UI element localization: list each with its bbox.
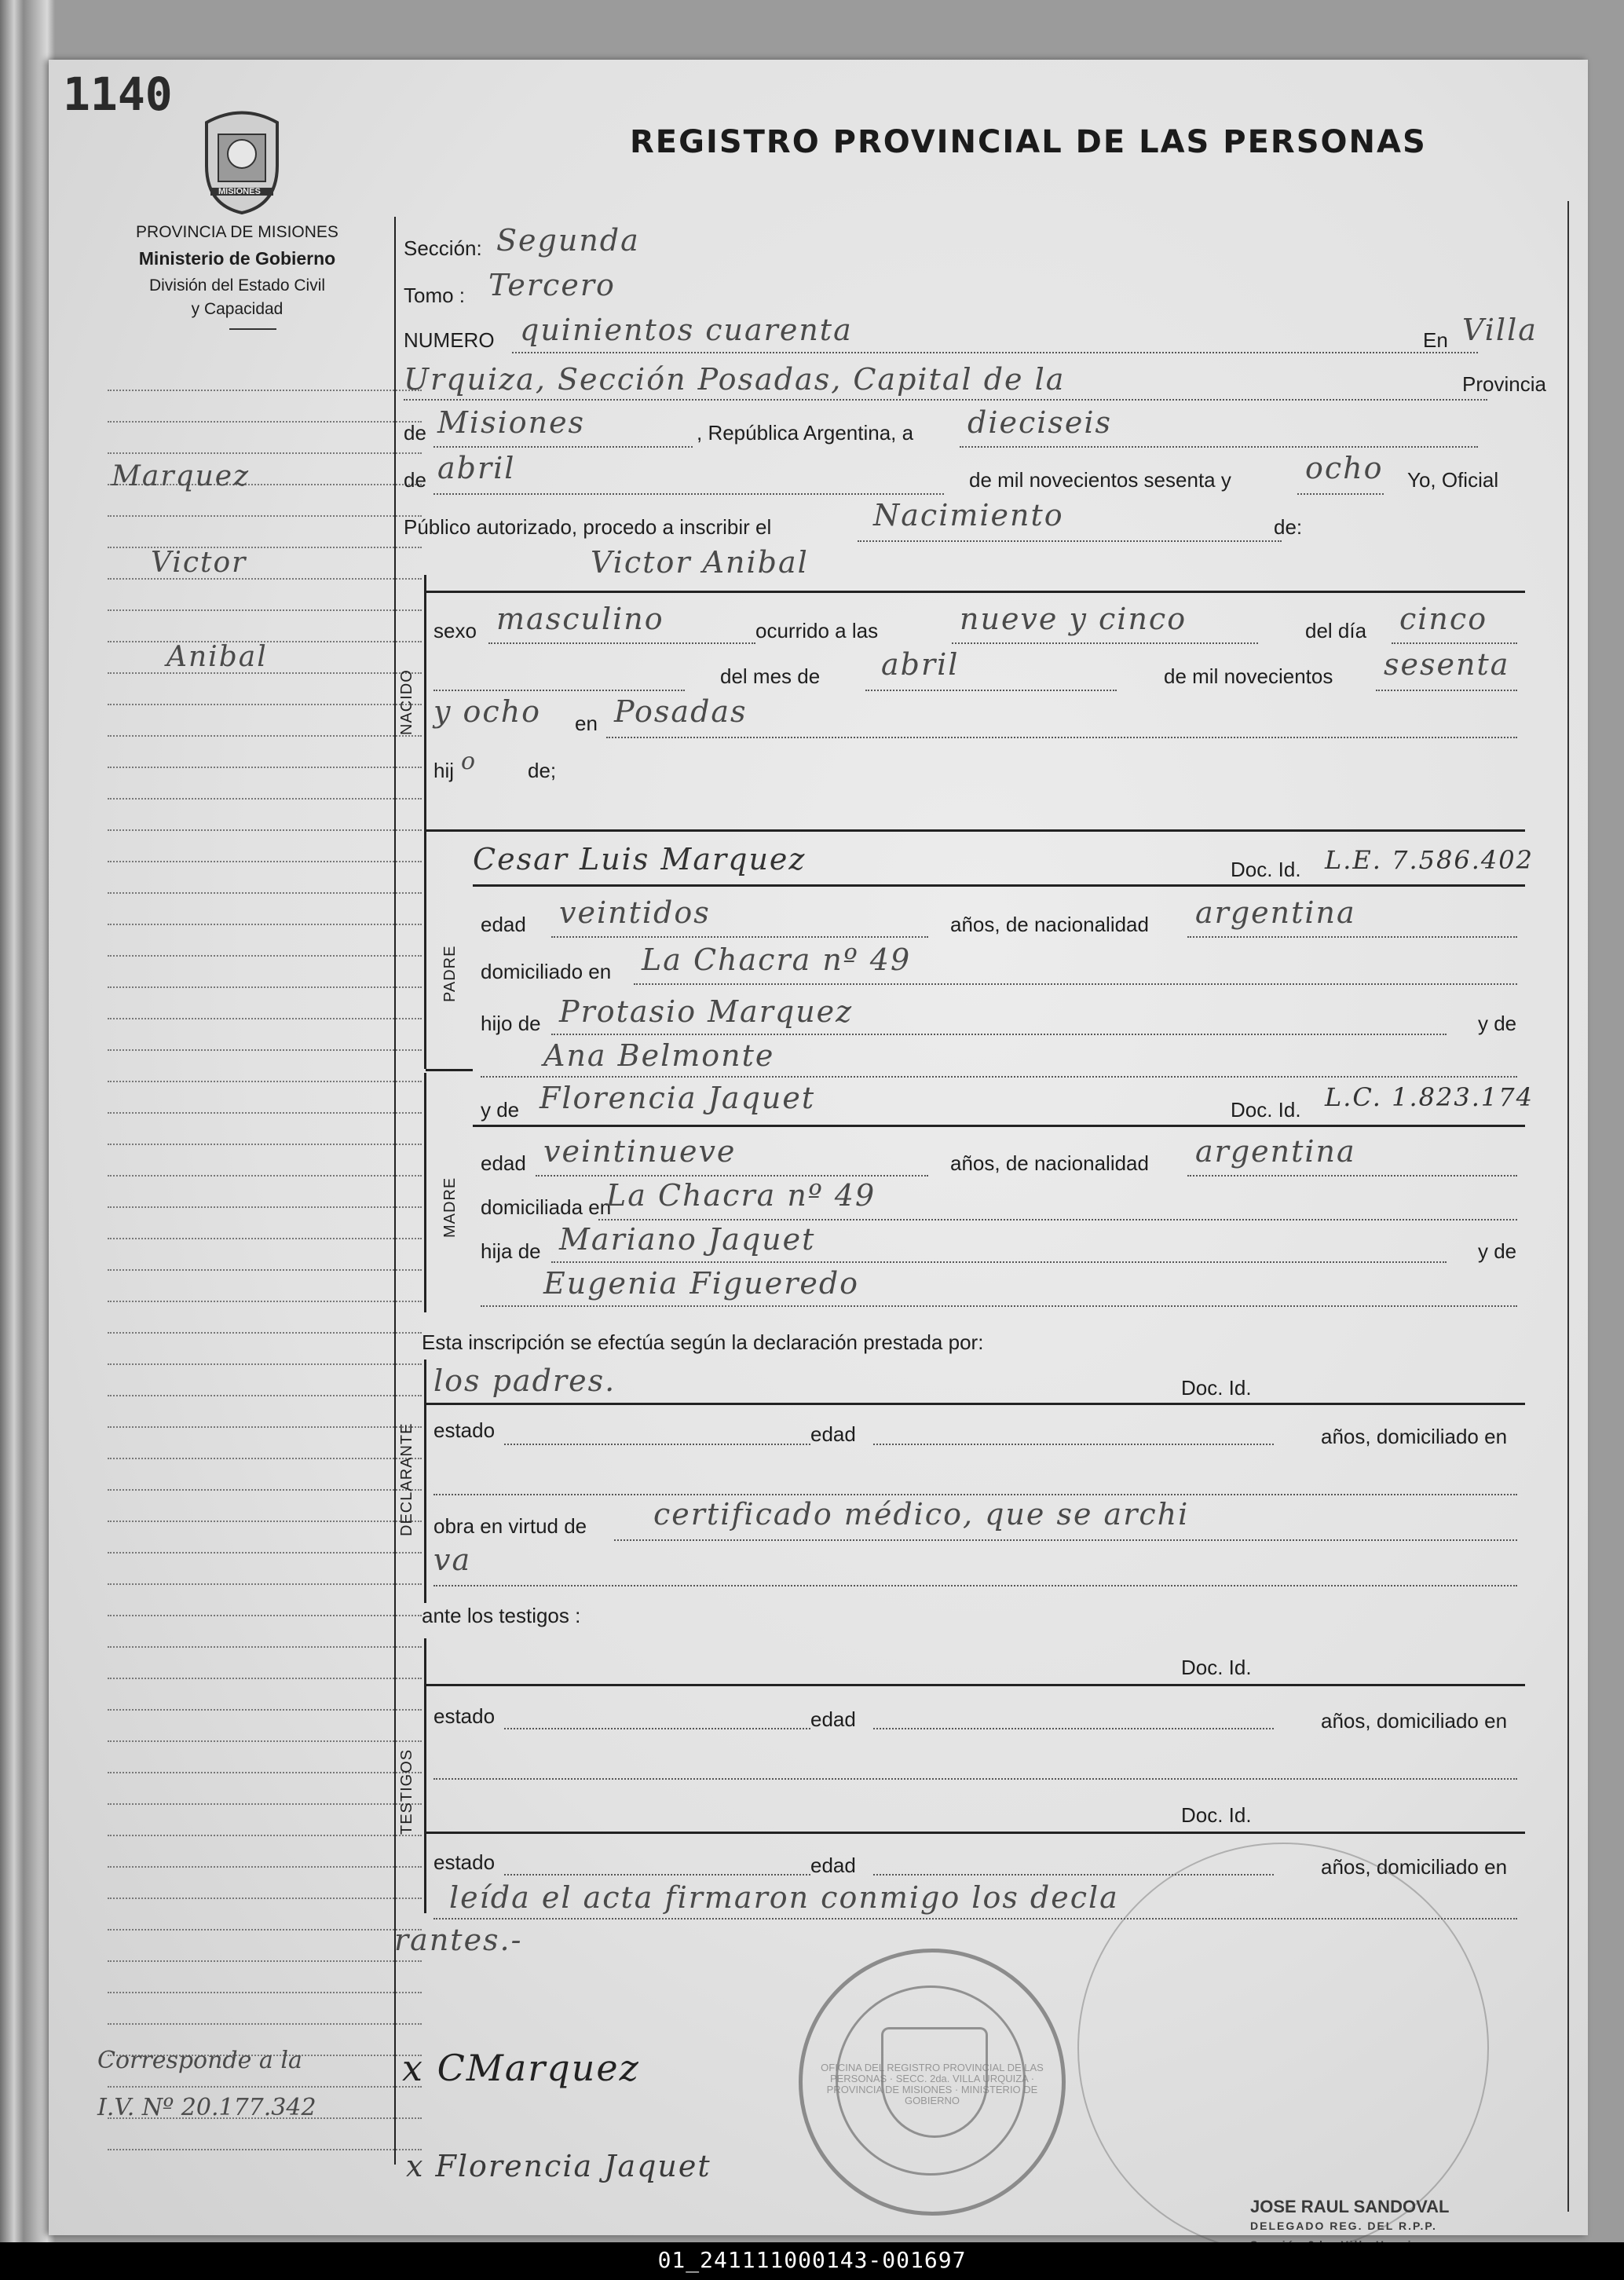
numero-label: NUMERO xyxy=(404,328,495,352)
footer-image-id: 01_241111000143-001697 xyxy=(657,2247,967,2273)
margin-ruled-line xyxy=(108,515,422,517)
tomo-label: Tomo : xyxy=(404,284,466,307)
testigo2-edad-label: edad xyxy=(810,1854,856,1877)
padre-dom: La Chacra nº 49 xyxy=(642,942,912,977)
margin-ruled-line xyxy=(108,1835,422,1836)
mil2-label: de mil novecientos xyxy=(1164,664,1333,688)
oficial-label: Yo, Oficial xyxy=(1407,468,1499,492)
en-value: Villa xyxy=(1462,313,1538,347)
padre-madre: Ana Belmonte xyxy=(543,1038,775,1073)
padre-nac-label: años, de nacionalidad xyxy=(950,913,1149,936)
padre-doc-label: Doc. Id. xyxy=(1231,858,1301,881)
day-value: dieciseis xyxy=(967,405,1113,440)
testigo1-doc-label: Doc. Id. xyxy=(1181,1656,1252,1679)
division-label: División del Estado Civil xyxy=(148,276,326,295)
margin-ruled-line xyxy=(108,1301,422,1302)
seal-lettering: OFICINA DEL REGISTRO PROVINCIAL DE LAS PERSONAS · SECC. 2da. VILLA URQUIZA · PROVINCIA DE MISIONES · MINISTERIO DE GOBIERNO xyxy=(821,2062,1044,2106)
numero-value: quinientos cuarenta xyxy=(520,313,853,347)
madre-edad-label: edad xyxy=(481,1151,526,1175)
margin-ruled-line xyxy=(108,1678,422,1679)
margin-ruled-line xyxy=(108,829,422,831)
document-page xyxy=(49,60,1588,2235)
testigos-section-label: TESTIGOS xyxy=(398,1748,415,1835)
madre-madre: Eugenia Figueredo xyxy=(543,1266,860,1301)
emblem-label: MISIONES xyxy=(218,187,261,196)
padre-hijo-de-label: hijo de xyxy=(481,1012,541,1035)
de2-label: de xyxy=(404,468,426,492)
margin-ruled-line xyxy=(108,1049,422,1051)
capacity-label: y Capacidad xyxy=(191,300,283,318)
padre-section-label: PADRE xyxy=(441,945,459,1002)
margin-ruled-line xyxy=(108,421,422,423)
en-label: En xyxy=(1423,328,1448,352)
de-label: de xyxy=(404,421,426,445)
madre-nac-label: años, de nacionalidad xyxy=(950,1151,1149,1175)
padre-edad: veintidos xyxy=(559,895,711,930)
margin-ruled-line xyxy=(108,452,422,454)
obra-label: obra en virtud de xyxy=(433,1514,587,1538)
margin-ruled-line xyxy=(108,1395,422,1396)
provincial-emblem-icon xyxy=(195,107,289,217)
madre-nombre: Florencia Jaquet xyxy=(540,1081,816,1115)
obra-value-2: va xyxy=(433,1543,472,1577)
margin-ruled-line xyxy=(108,986,422,988)
madre-section-label: MADRE xyxy=(441,1177,459,1238)
padre-doc: L.E. 7.586.402 xyxy=(1325,845,1534,875)
province-label: PROVINCIA DE MISIONES xyxy=(136,223,338,241)
provincia-label: Provincia xyxy=(1462,372,1546,396)
sexo-value: masculino xyxy=(496,602,664,636)
testigo1-estado-label: estado xyxy=(433,1704,496,1728)
anio-value-2: y ocho xyxy=(433,694,542,729)
person-name: Victor Anibal xyxy=(591,545,809,580)
margin-ruled-line xyxy=(108,1521,422,1522)
padre-edad-label: edad xyxy=(481,913,526,936)
en2-label: en xyxy=(575,712,598,735)
margin-ruled-line xyxy=(108,1332,422,1334)
madre-y-de-label: y de xyxy=(481,1098,520,1122)
margin-ruled-line xyxy=(108,735,422,737)
document-title: REGISTRO PROVINCIAL DE LAS PERSONAS xyxy=(630,124,1427,160)
margin-ruled-line xyxy=(108,1803,422,1805)
publico-label: Público autorizado, procedo a inscribir el xyxy=(404,515,772,539)
margin-ruled-line xyxy=(108,1238,422,1239)
declarante-estado-label: estado xyxy=(433,1418,496,1442)
madre-dom-label: domiciliada en xyxy=(481,1195,612,1219)
margin-correspondence-line1: Corresponde a la xyxy=(97,2047,302,2074)
month-value: abril xyxy=(437,451,516,485)
mil-label: de mil novecientos sesenta y xyxy=(969,468,1231,492)
testigos-intro: ante los testigos : xyxy=(422,1604,581,1627)
margin-ruled-line xyxy=(108,1112,422,1114)
margin-ruled-line xyxy=(108,609,422,611)
padre-nac: argentina xyxy=(1195,895,1356,930)
closing-line-1: leída el acta firmaron conmigo los decla xyxy=(449,1880,1119,1915)
madre-dom: La Chacra nº 49 xyxy=(606,1178,876,1213)
margin-ruled-line xyxy=(108,1772,422,1773)
margin-ruled-line xyxy=(108,1646,422,1648)
margin-ruled-line xyxy=(108,1992,422,1993)
official-title: DELEGADO REG. DEL R.P.P. xyxy=(1250,2220,1437,2232)
mes-value: abril xyxy=(881,647,960,682)
margin-ruled-line xyxy=(108,704,422,705)
madre-doc: L.C. 1.823.174 xyxy=(1325,1082,1534,1112)
padre-dom-label: domiciliado en xyxy=(481,960,612,983)
margin-ruled-line xyxy=(108,1175,422,1177)
madre-hija-de-label: hija de xyxy=(481,1239,541,1263)
margin-ruled-line xyxy=(108,955,422,957)
margin-second-name: Anibal xyxy=(166,641,268,673)
margin-ruled-line xyxy=(108,1018,422,1019)
provincia-value: Misiones xyxy=(437,405,586,440)
tomo-value: Tercero xyxy=(488,268,616,302)
margin-ruled-line xyxy=(108,1269,422,1271)
faint-stamp-circle xyxy=(1077,1843,1489,2254)
margin-ruled-line xyxy=(108,2149,422,2150)
margin-ruled-line xyxy=(108,767,422,768)
ministry-label: Ministerio de Gobierno xyxy=(138,248,336,269)
closing-line-2: rantes.- xyxy=(394,1923,523,1957)
declarante-doc-label: Doc. Id. xyxy=(1181,1376,1252,1400)
madre-nac: argentina xyxy=(1195,1134,1356,1169)
margin-correspondence-line2: I.V. Nº 20.177.342 xyxy=(97,2094,316,2121)
testigo2-dom-label: años, domiciliado en xyxy=(1321,1855,1508,1879)
place-value: Urquiza, Sección Posadas, Capital de la xyxy=(404,362,1066,397)
margin-ruled-line xyxy=(108,1206,422,1208)
margin-ruled-line xyxy=(108,1740,422,1742)
sexo-label: sexo xyxy=(433,619,477,642)
margin-ruled-line xyxy=(108,390,422,391)
declarante-section-label: DECLARANTE xyxy=(398,1422,415,1536)
margin-ruled-line xyxy=(108,1898,422,1899)
hijo-suffix: o xyxy=(461,748,477,775)
margin-surname: Marquez xyxy=(112,460,251,492)
testigo2-estado-label: estado xyxy=(433,1850,496,1874)
de4-label: de; xyxy=(528,759,557,782)
anio-value-1: sesenta xyxy=(1384,647,1510,682)
margin-ruled-line xyxy=(108,1960,422,1962)
testigo2-doc-label: Doc. Id. xyxy=(1181,1803,1252,1827)
margin-ruled-line xyxy=(108,1363,422,1365)
padre-y-de-label: y de xyxy=(1478,1012,1517,1035)
act-value: Nacimiento xyxy=(873,498,1064,532)
padre-padre: Protasio Marquez xyxy=(559,994,854,1029)
margin-ruled-line xyxy=(108,1866,422,1868)
official-name: JOSE RAUL SANDOVAL xyxy=(1250,2197,1450,2216)
madre-padre: Mariano Jaquet xyxy=(559,1222,816,1257)
official-seal xyxy=(799,1949,1066,2216)
margin-ruled-line xyxy=(108,2086,422,2088)
margin-ruled-line xyxy=(108,798,422,800)
margin-ruled-line xyxy=(108,1426,422,1428)
lugar-value: Posadas xyxy=(614,694,748,729)
folio-number: 1140 xyxy=(63,68,173,121)
seccion-label: Sección: xyxy=(404,236,482,260)
testigo1-dom-label: años, domiciliado en xyxy=(1321,1709,1508,1733)
de3-label: de: xyxy=(1274,515,1303,539)
margin-ruled-line xyxy=(108,1583,422,1585)
hora-value: nueve y cinco xyxy=(960,602,1187,636)
declarante-edad-label: edad xyxy=(810,1422,856,1446)
hijo-label: hij xyxy=(433,759,455,782)
margin-ruled-line xyxy=(108,1552,422,1554)
madre-doc-label: Doc. Id. xyxy=(1231,1098,1301,1122)
footer-band xyxy=(0,2242,1624,2280)
signature-mother: x Florencia Jaquet xyxy=(406,2149,711,2183)
signature-father: x CMarquez xyxy=(402,2047,640,2089)
padre-nombre: Cesar Luis Marquez xyxy=(473,842,807,877)
testigo1-edad-label: edad xyxy=(810,1707,856,1731)
madre-edad: veintinueve xyxy=(543,1134,737,1169)
margin-ruled-line xyxy=(108,861,422,862)
margin-ruled-line xyxy=(108,924,422,925)
declarante-value: los padres. xyxy=(433,1363,616,1398)
madre-y-de-label: y de xyxy=(1478,1239,1517,1263)
year-value: ocho xyxy=(1305,451,1384,485)
margin-ruled-line xyxy=(108,1489,422,1491)
declaracion-label: Esta inscripción se efectúa según la declaración prestada por: xyxy=(422,1330,984,1354)
ocurrido-label: ocurrido a las xyxy=(755,619,879,642)
margin-ruled-line xyxy=(108,1458,422,1459)
margin-ruled-line xyxy=(108,892,422,894)
margin-first-name: Victor xyxy=(151,547,247,579)
margin-ruled-line xyxy=(108,1709,422,1711)
margin-ruled-line xyxy=(108,2023,422,2025)
seccion-value: Segunda xyxy=(496,223,640,258)
nacido-section-label: NACIDO xyxy=(398,669,415,735)
declarante-dom-label: años, domiciliado en xyxy=(1321,1425,1508,1448)
dia-value: cinco xyxy=(1399,602,1488,636)
margin-ruled-line xyxy=(108,1929,422,1930)
margin-ruled-line xyxy=(108,1615,422,1616)
del-mes-label: del mes de xyxy=(720,664,821,688)
obra-value-1: certificado médico, que se archi xyxy=(653,1497,1190,1532)
margin-ruled-line xyxy=(108,1081,422,1082)
republica-label: , República Argentina, a xyxy=(697,421,914,445)
margin-ruled-line xyxy=(108,1144,422,1145)
del-dia-label: del día xyxy=(1305,619,1367,642)
